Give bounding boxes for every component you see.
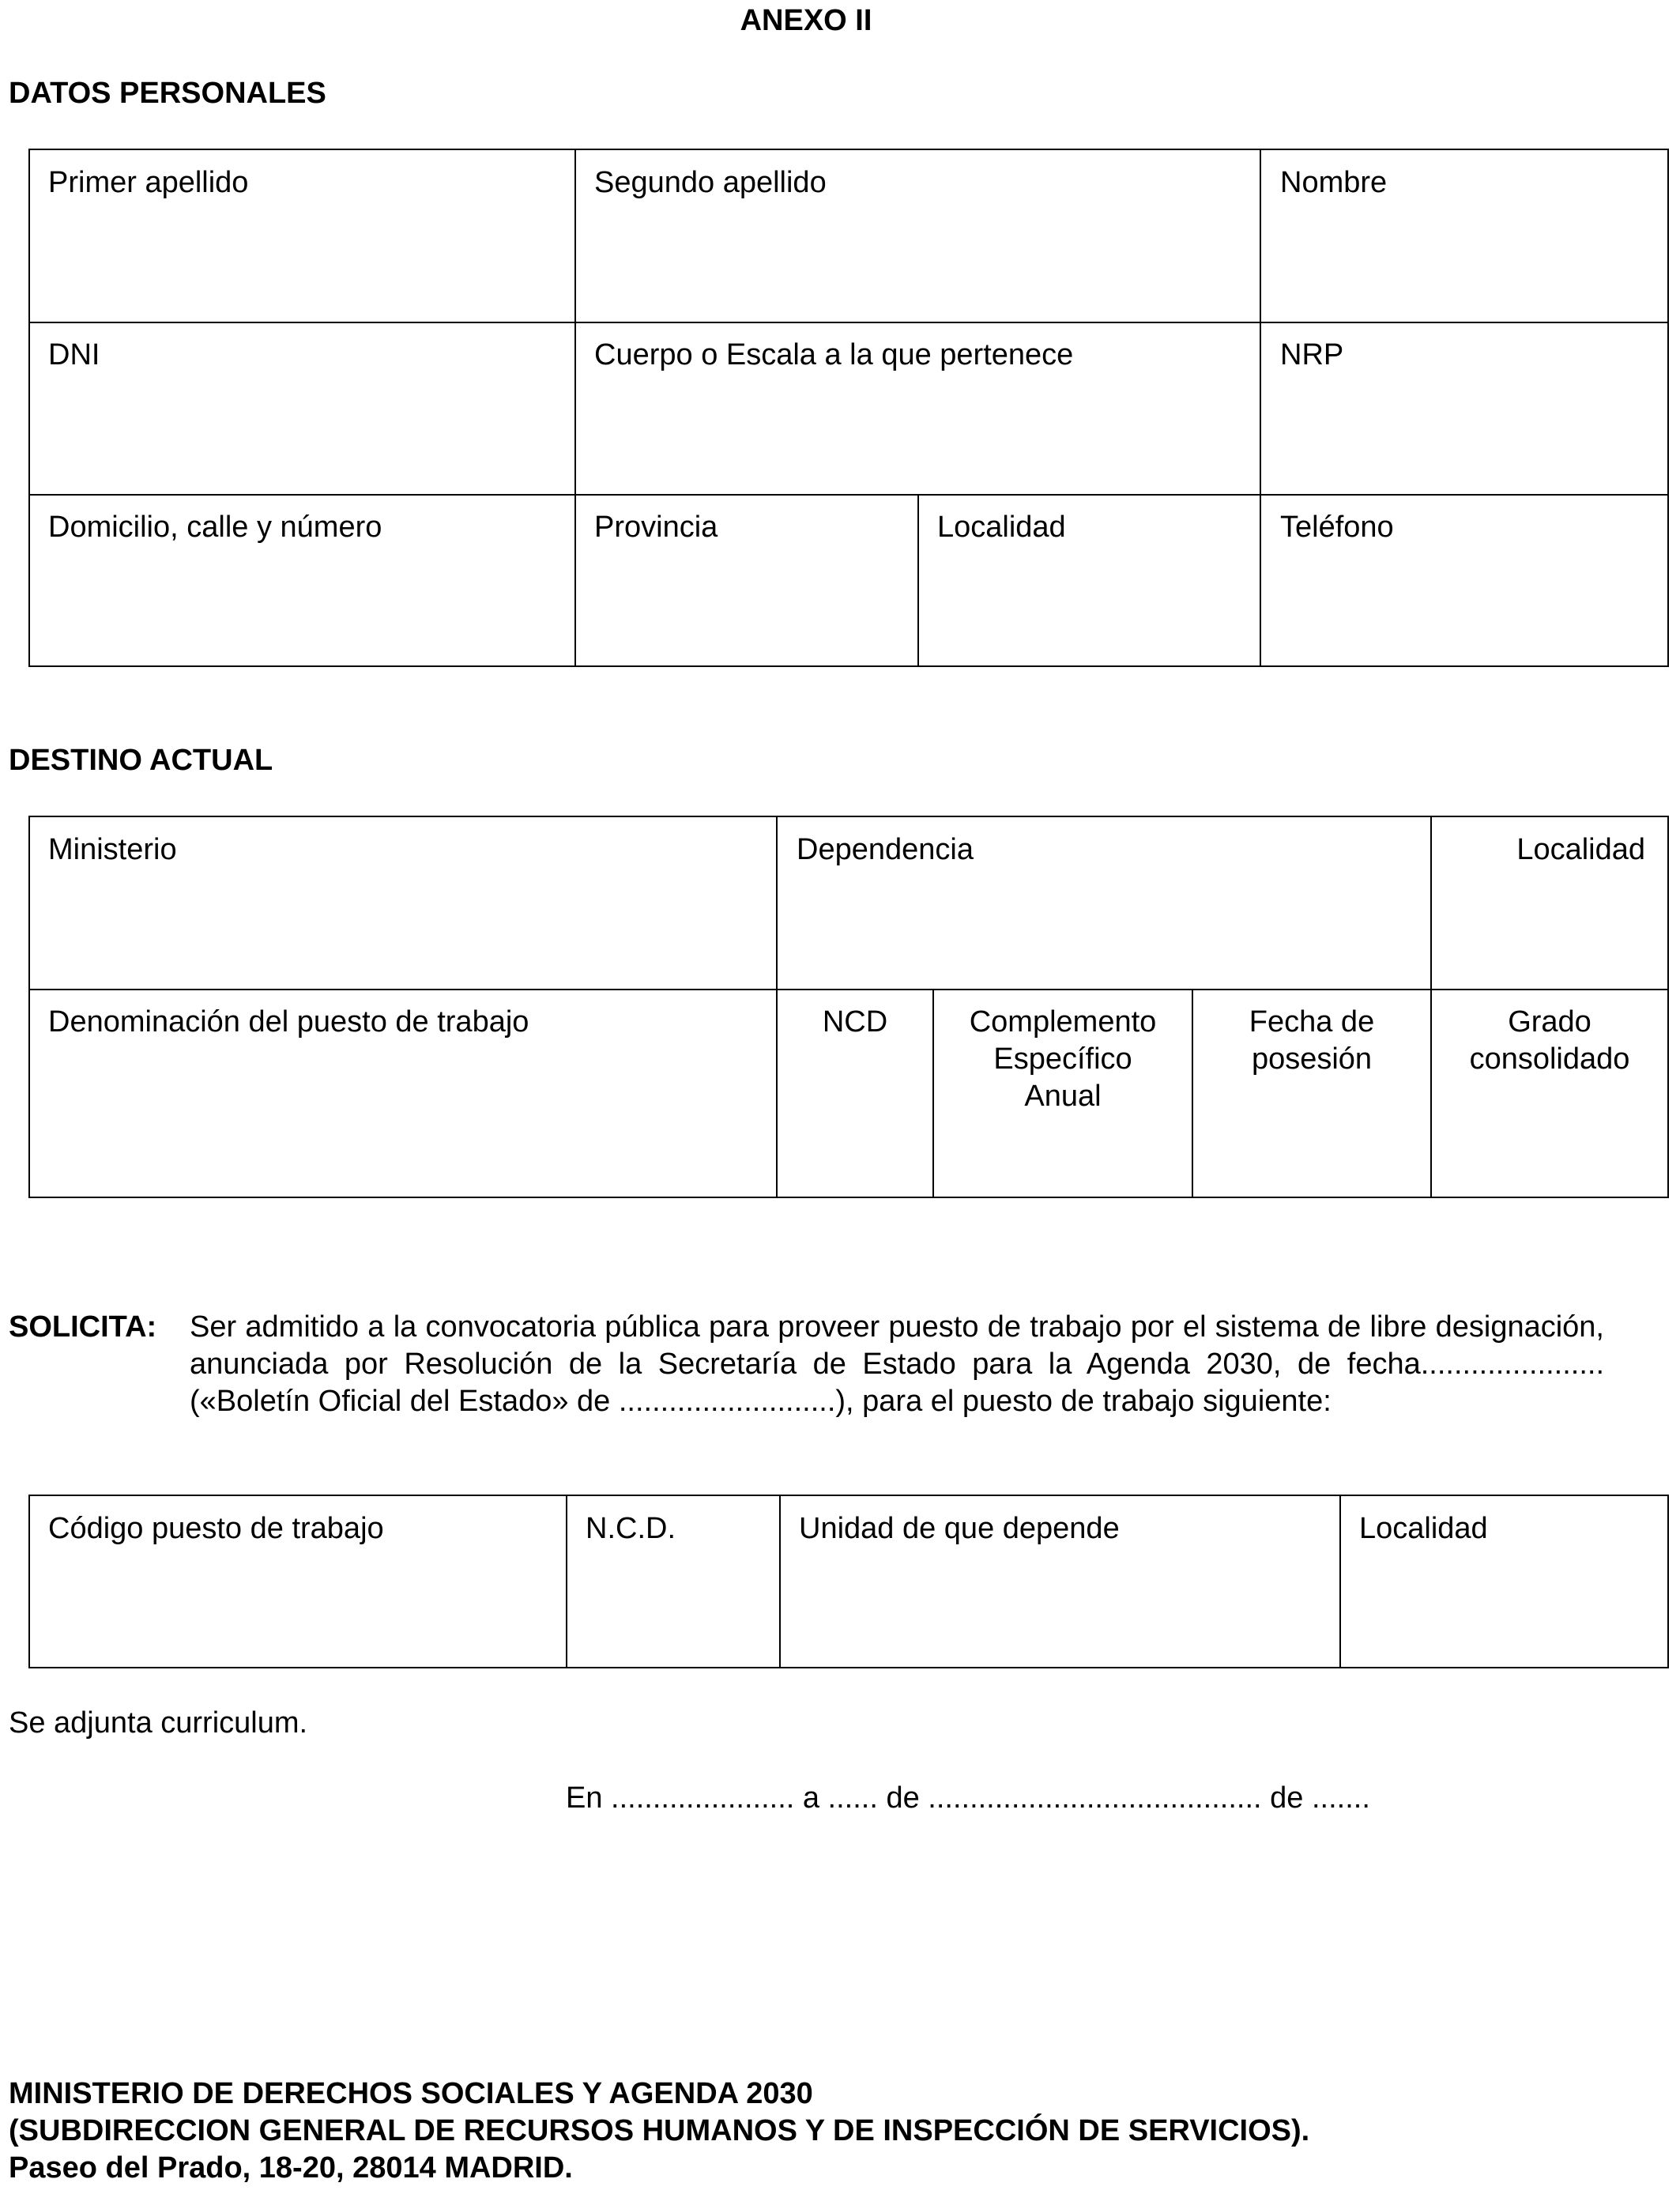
field-segundo-apellido[interactable]: Segundo apellido [594,166,827,199]
field-codigo-puesto[interactable]: Código puesto de trabajo [48,1512,384,1545]
field-destino-localidad[interactable]: Localidad [1516,833,1645,866]
field-grado-consolidado[interactable] [1432,1004,1667,1078]
solicita-label: SOLICITA: [9,1310,157,1344]
field-dependencia[interactable]: Dependencia [797,833,974,866]
field-dni[interactable]: DNI [48,338,100,371]
row-divider [30,494,1667,496]
field-ministerio[interactable]: Ministerio [48,833,177,866]
grado-line-1: Grado [1508,1005,1591,1039]
field-domicilio[interactable]: Domicilio, calle y número [48,511,382,544]
field-provincia[interactable]: Provincia [594,511,718,544]
field-telefono[interactable]: Teléfono [1280,511,1394,544]
field-unidad[interactable]: Unidad de que depende [799,1512,1120,1545]
field-ncd[interactable]: NCD [822,1005,888,1039]
footer-subdireccion: (SUBDIRECCION GENERAL DE RECURSOS HUMANOS Y DE INSPECCIÓN DE SERVICIOS). [9,2114,1310,2147]
puesto-table [28,1495,1669,1668]
field-complemento-especifico[interactable] [934,1004,1192,1115]
section-heading-datos-personales: DATOS PERSONALES [9,77,326,110]
field-fecha-posesion[interactable] [1193,1004,1430,1078]
field-nrp[interactable]: NRP [1280,338,1344,371]
col-divider [566,1496,567,1667]
personal-data-table [28,149,1669,667]
field-puesto-ncd[interactable]: N.C.D. [586,1512,676,1545]
grado-line-2: consolidado [1469,1042,1630,1076]
destino-table [28,816,1669,1198]
col-divider [779,1496,781,1667]
section-heading-destino-actual: DESTINO ACTUAL [9,744,273,777]
field-denominacion-puesto[interactable]: Denominación del puesto de trabajo [48,1005,529,1039]
fecha-line-1: Fecha de [1249,1005,1375,1039]
col-divider [1339,1496,1341,1667]
field-primer-apellido[interactable]: Primer apellido [48,166,249,199]
field-localidad[interactable]: Localidad [937,511,1066,544]
solicita-text: Ser admitido a la convocatoria pública para proveer puesto de trabajo por el sistema de libre designación, anunciada por Resolución de la Secretaría de Estado para la Agenda 2030, de fecha...................... («Boletín Oficial del Estado» de ..........................), para el puesto de trabajo siguiente: [190,1310,1604,1418]
footer-address: Paseo del Prado, 18-20, 28014 MADRID. [9,2151,573,2185]
field-puesto-localidad[interactable]: Localidad [1359,1512,1488,1545]
fecha-line-2: posesión [1251,1042,1373,1076]
row-divider [30,989,1667,990]
page-title: ANEXO II [740,4,872,37]
field-cuerpo-escala[interactable]: Cuerpo o Escala a la que pertenece [594,338,1074,371]
col-divider [574,150,576,665]
complemento-line-2: Específico [993,1042,1132,1076]
date-line[interactable]: En ...................... a ...... de ........................................ de ....... [566,1781,1370,1815]
footer-ministry: MINISTERIO DE DERECHOS SOCIALES Y AGENDA 2030 [9,2077,813,2110]
complemento-line-1: Complemento [969,1005,1157,1039]
col-divider [917,494,919,665]
col-divider [1260,150,1261,665]
complemento-line-3: Anual [1024,1080,1102,1113]
row-divider [30,322,1667,323]
field-nombre[interactable]: Nombre [1280,166,1388,199]
adjunta-curriculum: Se adjunta curriculum. [9,1706,308,1740]
